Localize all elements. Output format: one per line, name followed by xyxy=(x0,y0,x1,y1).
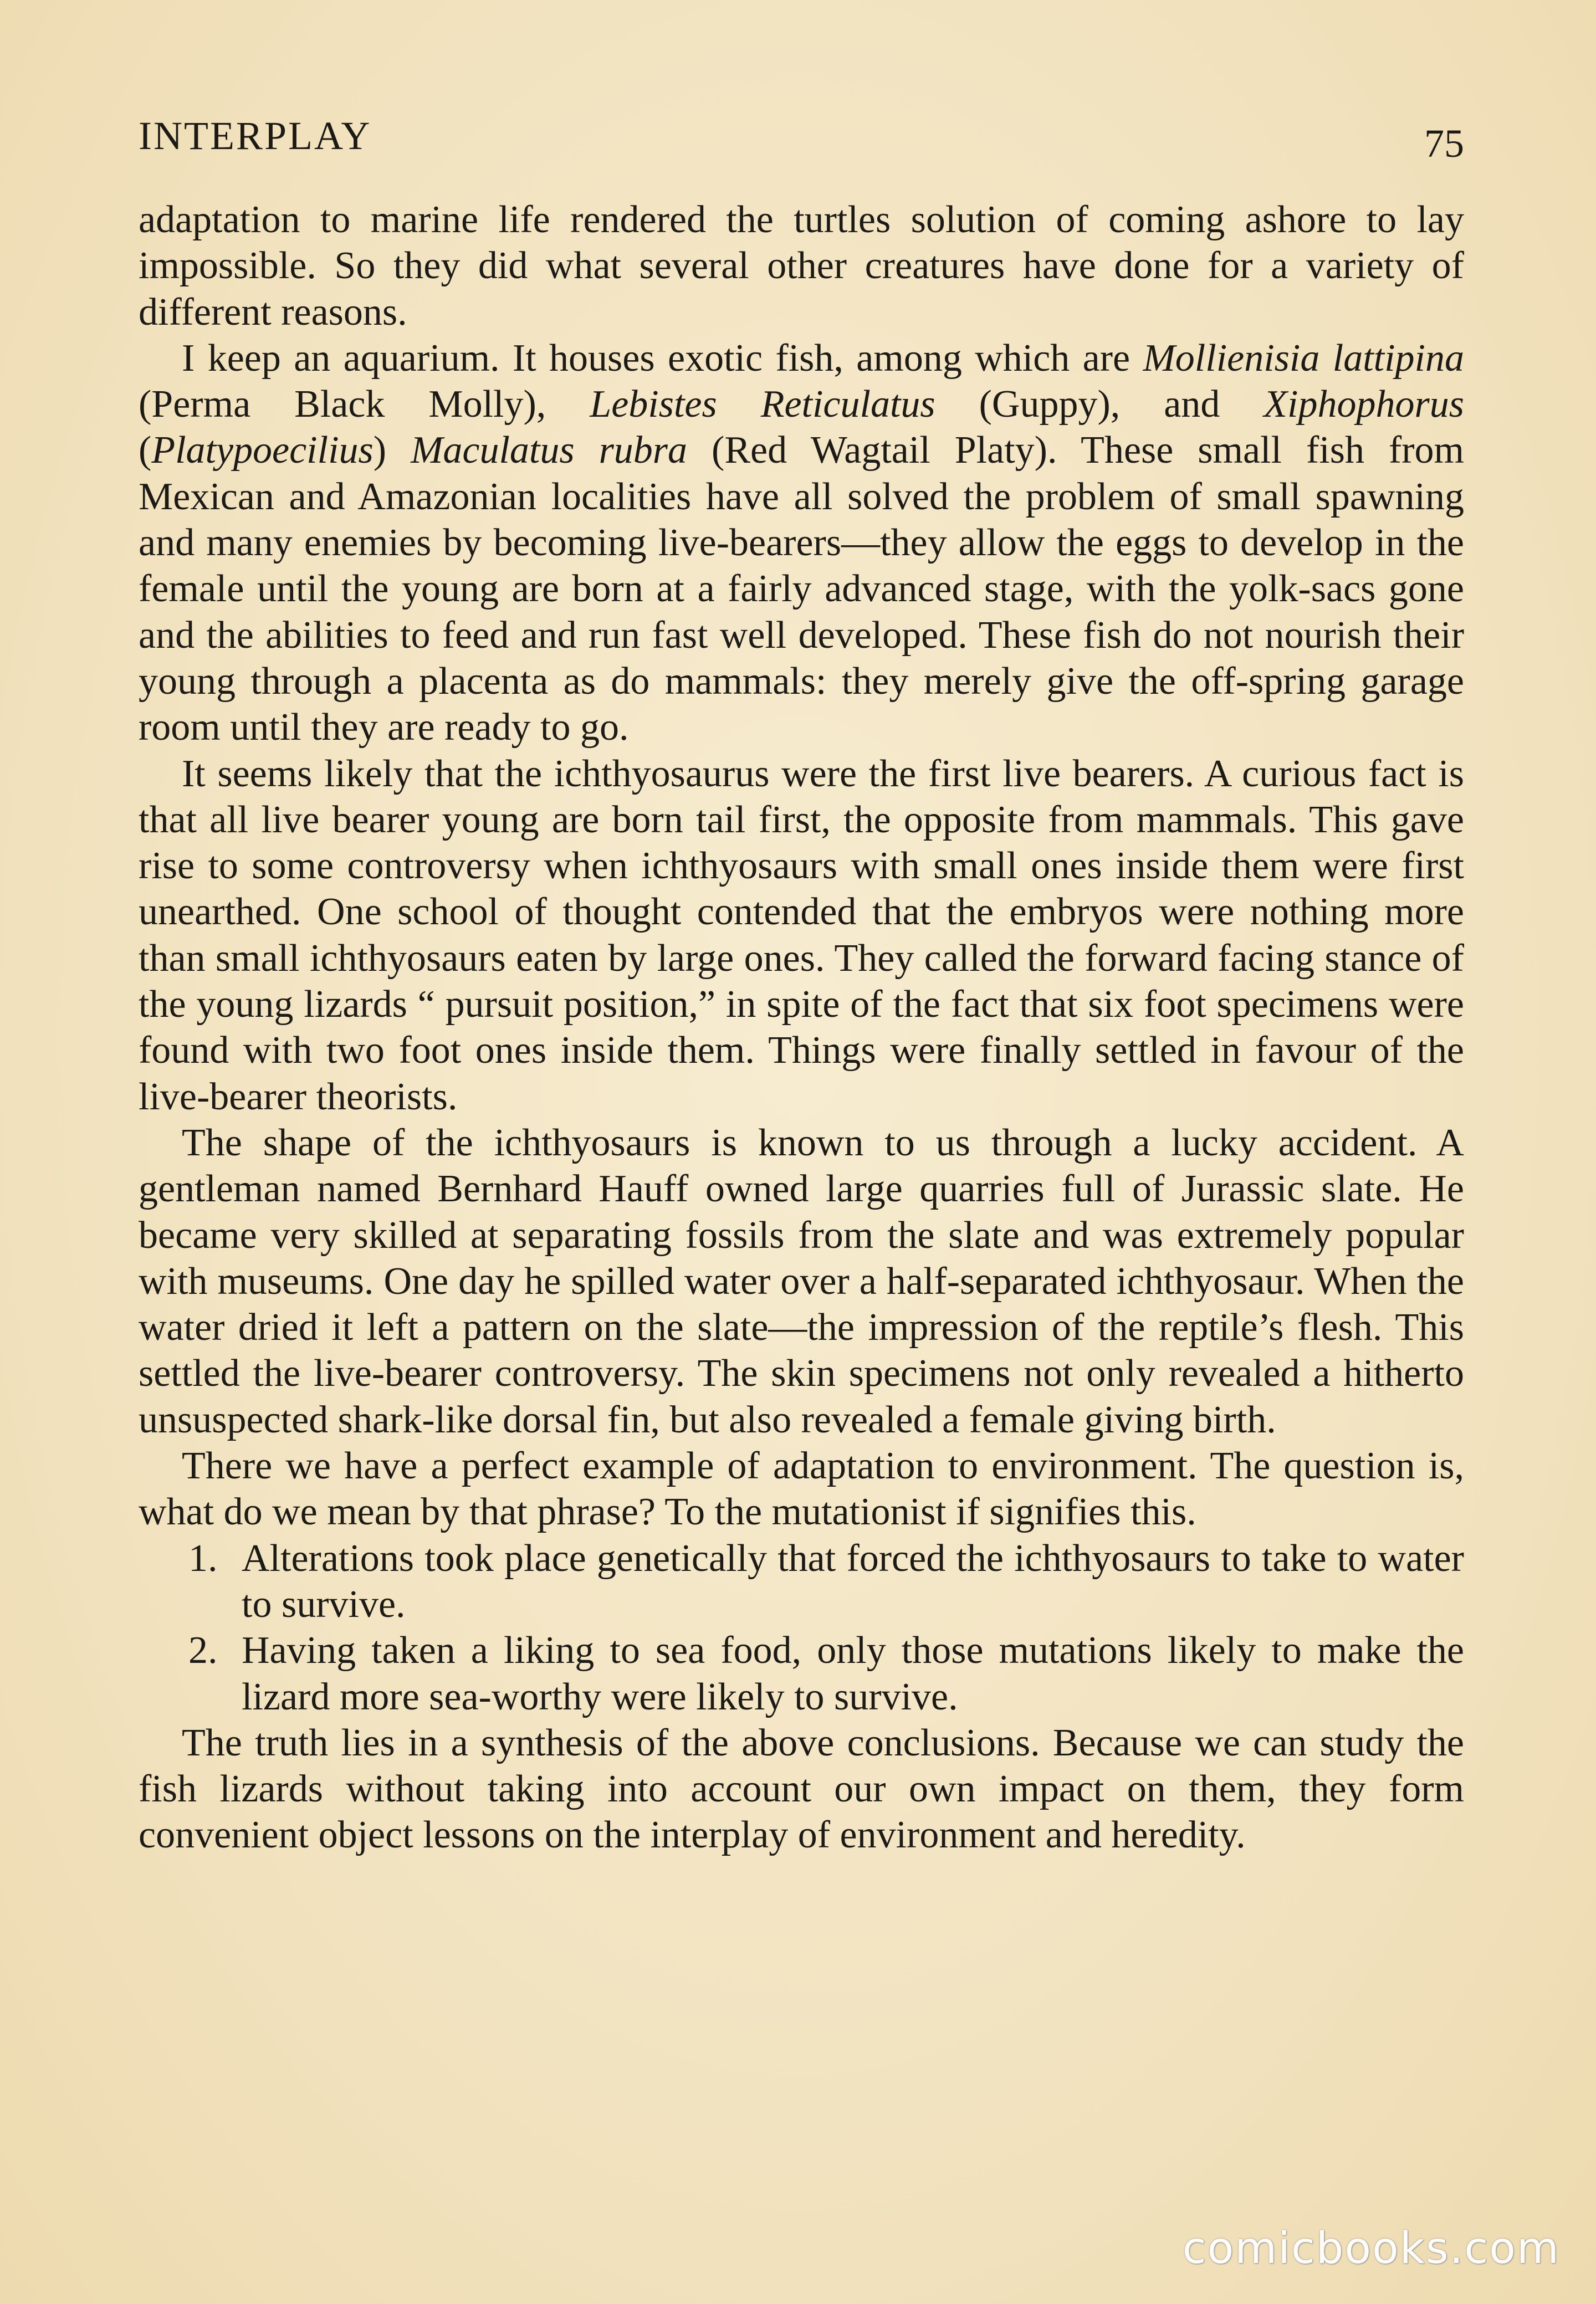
page-number: 75 xyxy=(1424,121,1464,166)
paragraph-aquarium xyxy=(139,335,1464,751)
list-item xyxy=(139,1627,1464,1720)
text-run: ( xyxy=(139,429,152,472)
page-header xyxy=(139,111,1464,166)
watermark: comicbooks.com xyxy=(1182,2224,1560,2274)
species-name: Xiphophorus xyxy=(1264,383,1464,426)
species-name: Platypoecilius xyxy=(151,429,374,472)
list-text: Alterations took place genetically that forced the ichthyosaurs to take to water to survive. xyxy=(242,1537,1464,1626)
species-name: Mollienisia lattipina xyxy=(1143,336,1464,380)
list-text: Having taken a liking to sea food, only those mutations likely to make the lizard more sea-worthy were likely to survive. xyxy=(242,1629,1464,1718)
paragraph: adaptation to marine life rendered the turtles solution of coming ashore to lay impossible. So they did what several other creatures have done for a variety of different reasons. xyxy=(139,198,1464,334)
text-run: I keep an aquarium. It houses exotic fish, among which are xyxy=(182,336,1143,380)
list-number: 1. xyxy=(188,1537,218,1580)
text-run: (Guppy), and xyxy=(935,383,1264,426)
text-run: (Perma Black Molly), xyxy=(139,383,590,426)
paragraph: It seems likely that the ichthyosaurus were the first live bearers. A curious fact is that all live bearer young are born tail first, the opposite from mammals. This gave rise to some controversy when ichthyosaurs with small ones inside them were first unearthed. One school of thought contended that the embryos were nothing more than small ichthyosaurs eaten by large ones. They called the forward facing stance of the young lizards “ pursuit position,” in spite of the fact that six foot specimens were found with two foot ones inside them. Things were finally settled in favour of the live-bearer theorists. xyxy=(139,752,1464,1118)
list-item xyxy=(139,1535,1464,1628)
text-run: (Red Wagtail Platy). These small fish from Mexican and Amazonian localities have all solved the problem of small spawning and many enemies by becoming live-bearers—they allow the eggs to develop in the female until the young are born at a fairly advanced stage, with the yolk-sacs gone and the abilities to feed and run fast well developed. These fish do not nourish their young through a placenta as do mammals: they merely give the off-spring garage room until they are ready to go. xyxy=(139,429,1464,749)
species-name: Maculatus rubra xyxy=(411,429,688,472)
running-head: INTERPLAY xyxy=(139,114,372,158)
text-run: ) xyxy=(373,429,411,472)
numbered-list xyxy=(139,1535,1464,1720)
species-name: Lebistes Reticulatus xyxy=(590,383,935,426)
paragraph: There we have a perfect example of adaptation to environment. The question is, what do we mean by that phrase? To the mutationist if signifies this. xyxy=(139,1445,1464,1534)
list-number: 2. xyxy=(188,1629,218,1672)
paragraph: The shape of the ichthyosaurs is known to us through a lucky accident. A gentleman named Bernhard Hauff owned large quarries full of Jurassic slate. He became very skilled at separating fossils from the slate and was extremely popular with museums. One day he spilled water over a half-separated ichthyosaur. When the water dried it left a pattern on the slate—the impression of the reptile’s flesh. This settled the live-bearer controversy. The skin specimens not only revealed a hitherto unsuspected shark-like dorsal fin, but also revealed a female giving birth. xyxy=(139,1121,1464,1441)
paragraph: The truth lies in a synthesis of the above conclusions. Because we can study the fish lizards without taking into account our own impact on them, they form convenient object lessons on the interplay of environment and heredity. xyxy=(139,1721,1464,1857)
body-text xyxy=(139,197,1464,1858)
